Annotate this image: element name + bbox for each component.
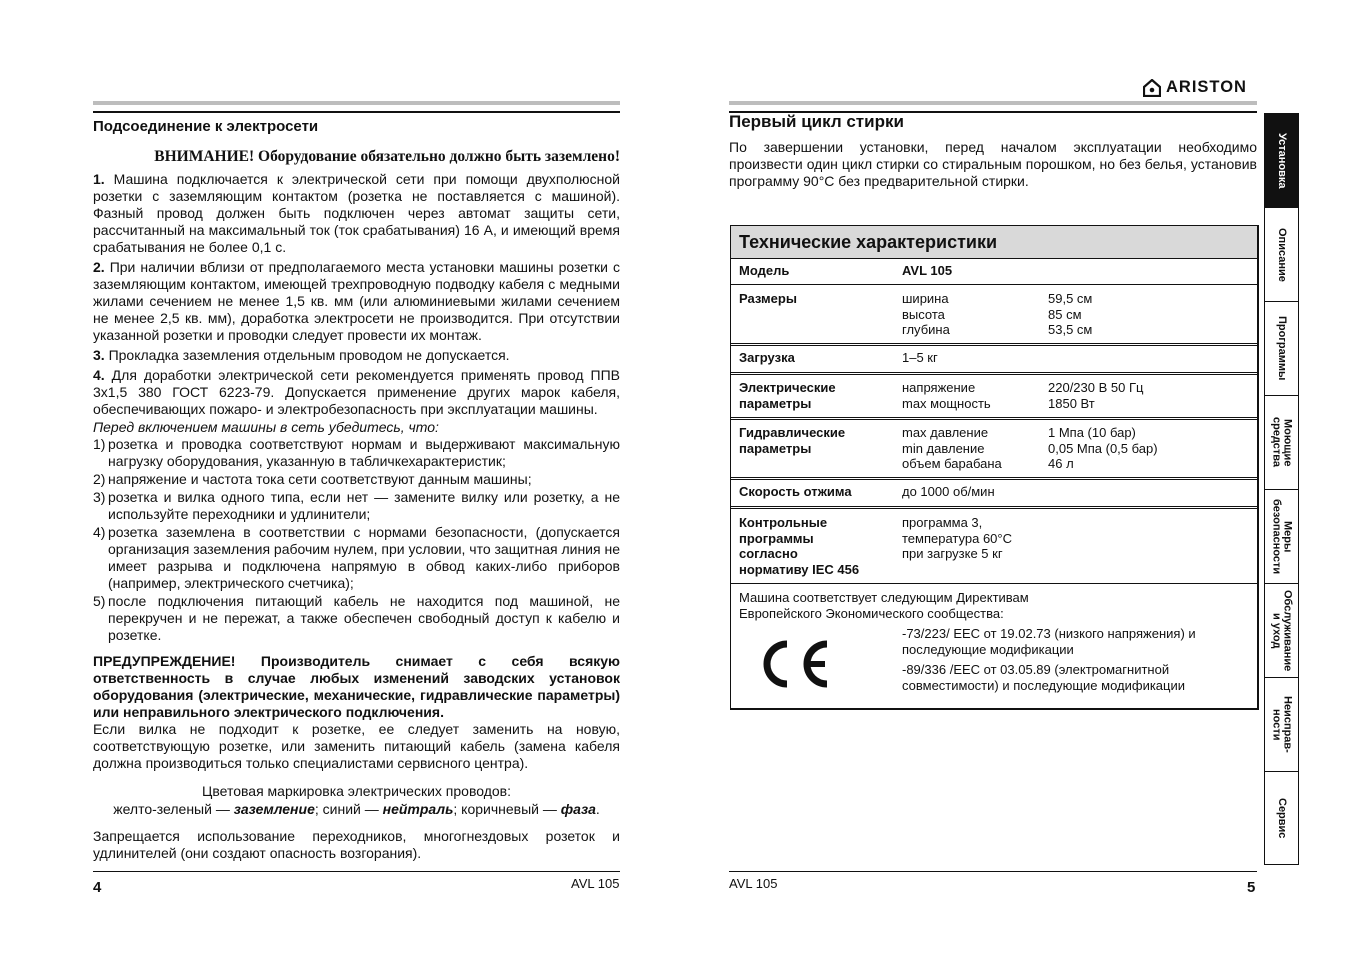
- footer-model-left: AVL 105: [571, 876, 620, 891]
- left-page: [93, 118, 620, 865]
- spec-table: [730, 225, 1259, 710]
- table-row: Размеры ширина высота глубина 59,5 см 85 см 53,5 см: [731, 285, 1257, 346]
- section-heading: Подсоединение к электросети: [93, 118, 319, 135]
- list-item: 2) напряжение и частота тока сети соответствуют данным машины;: [93, 471, 532, 487]
- table-row: Модель AVL 105: [731, 259, 1257, 285]
- table-row: Скорость отжима до 1000 об/мин: [731, 480, 1257, 509]
- instruction-1: 1. Машина подключается к электрической сети при помощи двухполюсной розетки с заземляющим контактом (розетка не поставляется с машиной). Фазный провод должен быть подключен через автомат защиты сети, рассчитанный на максимальный ток (ток срабатывания) 16 А, и имеющий время срабатывания не более 0,1 с.: [93, 171, 620, 255]
- right-page: [729, 110, 1257, 190]
- list-item: 5) после подключения питающий кабель не находится под машиной, не перекручен и не пережат, а также обеспечен свободный доступ к кабелю и розетке.: [93, 593, 620, 643]
- section-tabs: [1264, 113, 1299, 865]
- tab-service[interactable]: Сервис: [1276, 798, 1288, 839]
- table-row: Гидравлические параметры max давление min давление объем барабана 1 Мпа (10 бар) 0,05 Мпа (0,5 бар) 46 л: [731, 420, 1257, 480]
- check-list: [93, 436, 620, 644]
- instruction-2: 2. При наличии вблизи от предполагаемого места установки машины розетки с заземляющим контактом, имеющей трехпроводную подводку кабеля с медными жилами сечением не менее 1,5 кв. мм (или алюминиевыми жилами сечением не менее 2,5 кв. мм), доработка электросети не производится. При отсутствии указанной розетки и проводки следует провести их монтаж.: [93, 259, 620, 343]
- page-number-left: 4: [93, 879, 102, 896]
- first-wash-text: По завершении установки, перед началом эксплуатации необходимо произвести один цикл стирки со стиральным порошком, но без белья, установив программу 90°С без предварительной стирки.: [729, 139, 1257, 189]
- directives-section: [731, 584, 1257, 708]
- adapter-warning: Запрещается использование переходников, многогнездовых розеток и удлинителей (они создают опасность возгорания).: [93, 828, 620, 861]
- wire-colors-title: Цветовая маркировка электрических проводов:: [202, 783, 511, 799]
- list-item: 3) розетка и вилка одного типа, если нет — замените вилку или розетку, а не используйте переходники и удлинители;: [93, 489, 620, 522]
- left-bottom-rule: [93, 871, 620, 872]
- directive-2: -89/336 /EEC от 03.05.89 (электромагнитной совместимости) и последующие модификации: [902, 662, 1186, 693]
- tab-installation[interactable]: Установка: [1265, 114, 1298, 208]
- tab-maintenance[interactable]: Обслуживание и уход: [1265, 584, 1298, 678]
- instruction-4: 4. Для доработки электрической сети рекомендуется применять провод ППВ 3х1,5 380 ГОСТ 6223-79. Допускается применение других марок кабеля, обеспечивающих пожаро- и электробезопасность при эксплуатации машины.: [93, 367, 620, 417]
- table-row: Загрузка 1–5 кг: [731, 346, 1257, 375]
- table-row: Контрольные программы согласно нормативу IEC 456 программа 3, температура 60°С при загрузке 5 кг: [731, 509, 1257, 584]
- wire-colors-line: желто-зеленый — заземление; синий — нейтраль; коричневый — фаза.: [113, 801, 600, 817]
- ariston-logo: [1143, 78, 1247, 97]
- footer-model-right: AVL 105: [729, 876, 778, 891]
- spec-title: Технические характеристики: [731, 226, 1257, 259]
- brand-name: ARISTON: [1166, 78, 1247, 96]
- left-top-rule: [93, 101, 620, 113]
- page-number-right: 5: [1247, 879, 1256, 896]
- list-item: 1) розетка и проводка соответствуют нормам и выдерживают максимальную нагрузку оборудования, указанную в табличкехарактеристик;: [93, 436, 620, 469]
- disclaimer: ПРЕДУПРЕЖДЕНИЕ! Производитель снимает с себя всякую ответственность в случае любых изменений заводских установок оборудования (электрические, механические, гидравлические параметры) или неправильного электрического подключения.: [93, 653, 620, 720]
- directive-intro: Машина соответствует следующим Директивам Европейского Экономического сообщества:: [739, 590, 1029, 621]
- check-intro: Перед включением машины в сеть убедитесь, что:: [93, 419, 439, 435]
- directive-1: -73/223/ EEC от 19.02.73 (низкого напряжения) и последующие модификации: [902, 626, 1196, 657]
- table-row: Электрические параметры напряжение max мощность 220/230 В 50 Гц 1850 Вт: [731, 375, 1257, 420]
- ground-warning: ВНИМАНИЕ! Оборудование обязательно должно быть заземлено!: [154, 148, 620, 165]
- house-icon: [1143, 79, 1161, 97]
- instruction-3: 3. Прокладка заземления отдельным проводом не допускается.: [93, 347, 510, 363]
- tab-description[interactable]: Описание: [1265, 208, 1298, 302]
- first-wash-heading: Первый цикл стирки: [729, 112, 904, 131]
- tab-detergents[interactable]: Моющие средства: [1265, 396, 1298, 490]
- tab-safety[interactable]: Меры безопасности: [1265, 490, 1298, 584]
- wire-colors: [93, 782, 620, 818]
- plug-note: Если вилка не подходит к розетке, ее следует заменить на новую, соответствующую розетке, или заменить питающий кабель (замена кабеля должна производиться только специалистами сервисного центра).: [93, 721, 620, 771]
- tab-programs[interactable]: Программы: [1265, 302, 1298, 396]
- tab-troubleshooting[interactable]: Неисправ- ности: [1265, 678, 1298, 772]
- list-item: 4) розетка заземлена в соответствии с нормами безопасности, (допускается организация заземления рабочим нулем, при условии, что защитная линия не имеет разрыва и подключена напрямую в обвод каких-либо приборов (например, электрического счетчика);: [93, 524, 620, 591]
- right-bottom-rule: [729, 871, 1257, 872]
- ce-mark-icon: [757, 638, 831, 690]
